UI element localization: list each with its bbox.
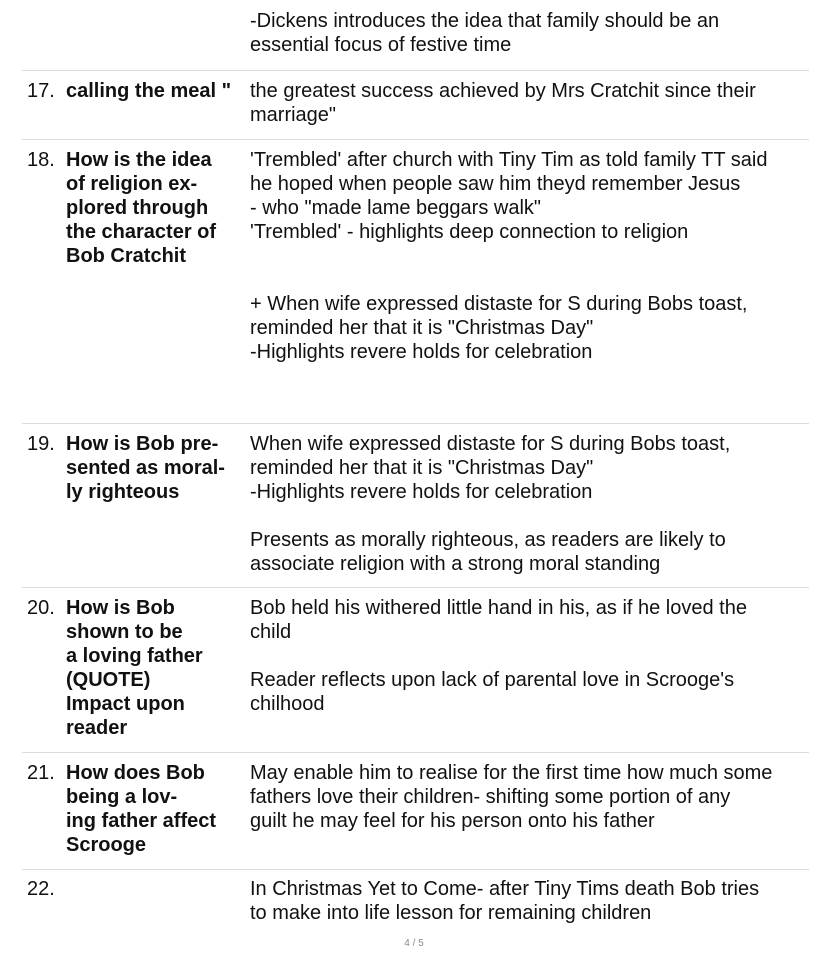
question-cell [66, 761, 244, 857]
answer-line: Bob held his withered little hand in his, as if he loved the [250, 597, 747, 619]
table-row [22, 588, 809, 753]
answer-line: In Christmas Yet to Come- after Tiny Tims death Bob tries [250, 878, 760, 900]
answer-line: + When wife expressed distaste for S during Bobs toast, [250, 293, 748, 315]
question-line: a loving father [66, 645, 203, 667]
table-row [22, 71, 809, 140]
question-line: shown to be [66, 621, 183, 643]
answer-line: -Highlights revere holds for celebration [250, 341, 593, 363]
answer-line: Presents as morally righteous, as readers are likely to [250, 529, 726, 551]
question-cell [66, 432, 244, 504]
question-line: reader [66, 717, 128, 739]
answer-line: When wife expressed distaste for S during Bobs toast, [250, 433, 731, 455]
answer-line: reminded her that it is "Christmas Day" [250, 457, 594, 479]
question-cell [66, 148, 244, 268]
answer-line: May enable him to realise for the first time how much some [250, 762, 773, 784]
answer-line: 'Trembled' after church with Tiny Tim as told family TT said [250, 149, 768, 171]
row-number: 21. [27, 762, 55, 784]
question-line: sented as moral- [66, 457, 225, 479]
answer-cell [250, 596, 810, 716]
answer-line: associate religion with a strong moral standing [250, 553, 661, 575]
answer-cell [250, 79, 810, 127]
row-number: 18. [27, 149, 55, 171]
question-line: Impact upon [66, 693, 185, 715]
answer-line: Reader reflects upon lack of parental love in Scrooge's [250, 669, 735, 691]
question-line: Scrooge [66, 834, 147, 856]
row-number: 20. [27, 597, 55, 619]
question-line: plored through [66, 197, 209, 219]
answer-line: -Highlights revere holds for celebration [250, 481, 593, 503]
answer-line: chilhood [250, 693, 325, 715]
answer-cell [250, 9, 810, 57]
answer-cell [250, 877, 810, 925]
row-number: 17. [27, 80, 55, 102]
answer-line: essential focus of festive time [250, 34, 512, 56]
answer-cell [250, 432, 810, 576]
table-row [22, 0, 809, 71]
answer-line: fathers love their children- shifting some portion of any [250, 786, 731, 808]
question-line: ing father affect [66, 810, 217, 832]
row-number: 22. [27, 878, 55, 900]
answer-line: the greatest success achieved by Mrs Cratchit since their [250, 80, 756, 102]
question-line: How is the idea [66, 149, 212, 171]
answer-line: reminded her that it is "Christmas Day" [250, 317, 594, 339]
question-line: How does Bob [66, 762, 205, 784]
answer-cell [250, 148, 810, 364]
answer-line: 'Trembled' - highlights deep connection to religion [250, 221, 689, 243]
answer-line: child [250, 621, 292, 643]
question-cell [66, 79, 244, 103]
page-indicator: 4 / 5 [404, 938, 424, 949]
answer-line: guilt he may feel for his person onto his father [250, 810, 655, 832]
question-line: How is Bob pre- [66, 433, 219, 455]
question-line: ly righteous [66, 481, 180, 503]
table-row [22, 424, 809, 588]
table-row [22, 753, 809, 870]
table-row [22, 870, 809, 932]
answer-line: - who "made lame beggars walk" [250, 197, 541, 219]
answer-cell [250, 761, 810, 833]
answer-line: marriage" [250, 104, 337, 126]
table-row [22, 140, 809, 424]
question-line: being a lov- [66, 786, 178, 808]
question-line: (QUOTE) [66, 669, 151, 691]
question-line: the character of [66, 221, 217, 243]
question-line: of religion ex- [66, 173, 198, 195]
question-cell [66, 596, 244, 740]
question-line: calling the meal " [66, 80, 232, 102]
answer-line: to make into life lesson for remaining children [250, 902, 652, 924]
row-number: 19. [27, 433, 55, 455]
answer-line: -Dickens introduces the idea that family should be an [250, 10, 720, 32]
question-line: Bob Cratchit [66, 245, 186, 267]
question-line: How is Bob [66, 597, 175, 619]
answer-line: he hoped when people saw him theyd remember Jesus [250, 173, 741, 195]
